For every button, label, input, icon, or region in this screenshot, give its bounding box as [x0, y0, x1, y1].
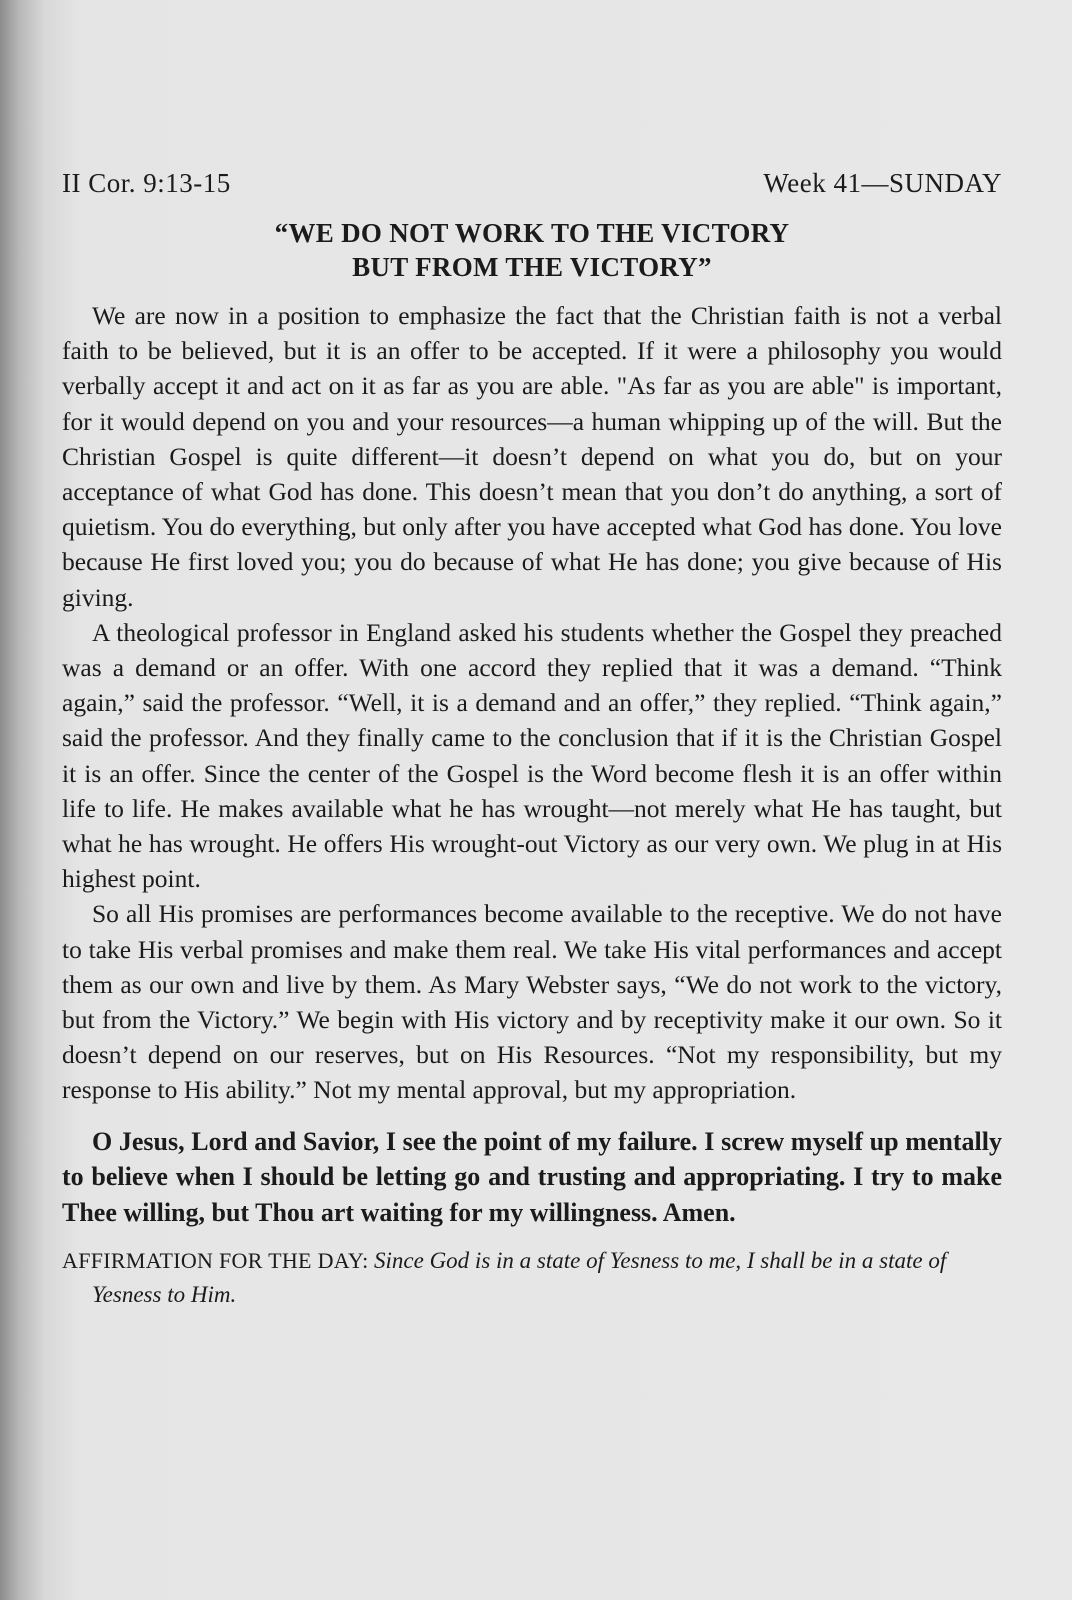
prayer-paragraph: O Jesus, Lord and Savior, I see the point of my failure. I screw myself up mentally to believe when I should be letting go and trusting and appropriating. I try to make Thee willing, but Thou art waiting for my willingness. Amen. [62, 1126, 1002, 1227]
body-paragraph-2: A theological professor in England asked his students whether the Gospel they preached was a demand or an offer. With one accord they replied that it was a demand. “Think again,” said the professor. “Well, it is a demand and an offer,” they replied. “Think again,” said the professor. And they finally came to the conclusion that if it is the Christian Gospel it is an offer. Since the center of the Gospel is the Word become flesh it is an offer within life to life. He makes available what he has wrought—not merely what He has taught, but what he has wrought. He offers His wrought-out Victory as our very own. We plug in at His highest point. [62, 617, 1002, 894]
body-paragraph-3: So all His promises are performances become available to the receptive. We do not have to take His verbal promises and make them real. We take His vital performances and accept them as our own and live by them. As Mary Webster says, “We do not work to the victory, but from the Victory.” We begin with His victory and by receptivity make it our own. So it doesn’t depend on our reserves, but on His Resources. “Not my responsibility, but my response to His ability.” Not my mental approval, but my appropriation. [62, 899, 1002, 1105]
title-line-1: “WE DO NOT WORK TO THE VICTORY [274, 218, 790, 248]
title-line-2: BUT FROM THE VICTORY” [352, 252, 712, 282]
devotional-content [62, 168, 1002, 1312]
affirmation [62, 1244, 1002, 1312]
affirmation-text: Since God is in a state of Yesness to me, I shall be in a state of Yesness to Him. [92, 1248, 947, 1308]
affirmation-label: AFFIRMATION FOR THE DAY: [62, 1248, 369, 1274]
week-day-label: Week 41—SUNDAY [763, 168, 1002, 198]
scripture-reference: II Cor. 9:13-15 [62, 168, 231, 198]
page-header [62, 168, 1002, 206]
page-title [62, 216, 1002, 284]
body-paragraph-1: We are now in a position to emphasize the fact that the Christian faith is not a verbal faith to be believed, but it is an offer to be accepted. If it were a philosophy you would verbally accept it and act on it as far as you are able. "As far as you are able" is important, for it would depend on you and your resources—a human whipping up of the will. But the Christian Gospel is quite different—it doesn’t depend on what you do, but on your acceptance of what God has done. This doesn’t mean that you don’t do anything, a sort of quietism. You do everything, but only after you have accepted what God has done. You love because He first loved you; you do because of what He has done; you give because of His giving. [62, 301, 1002, 612]
